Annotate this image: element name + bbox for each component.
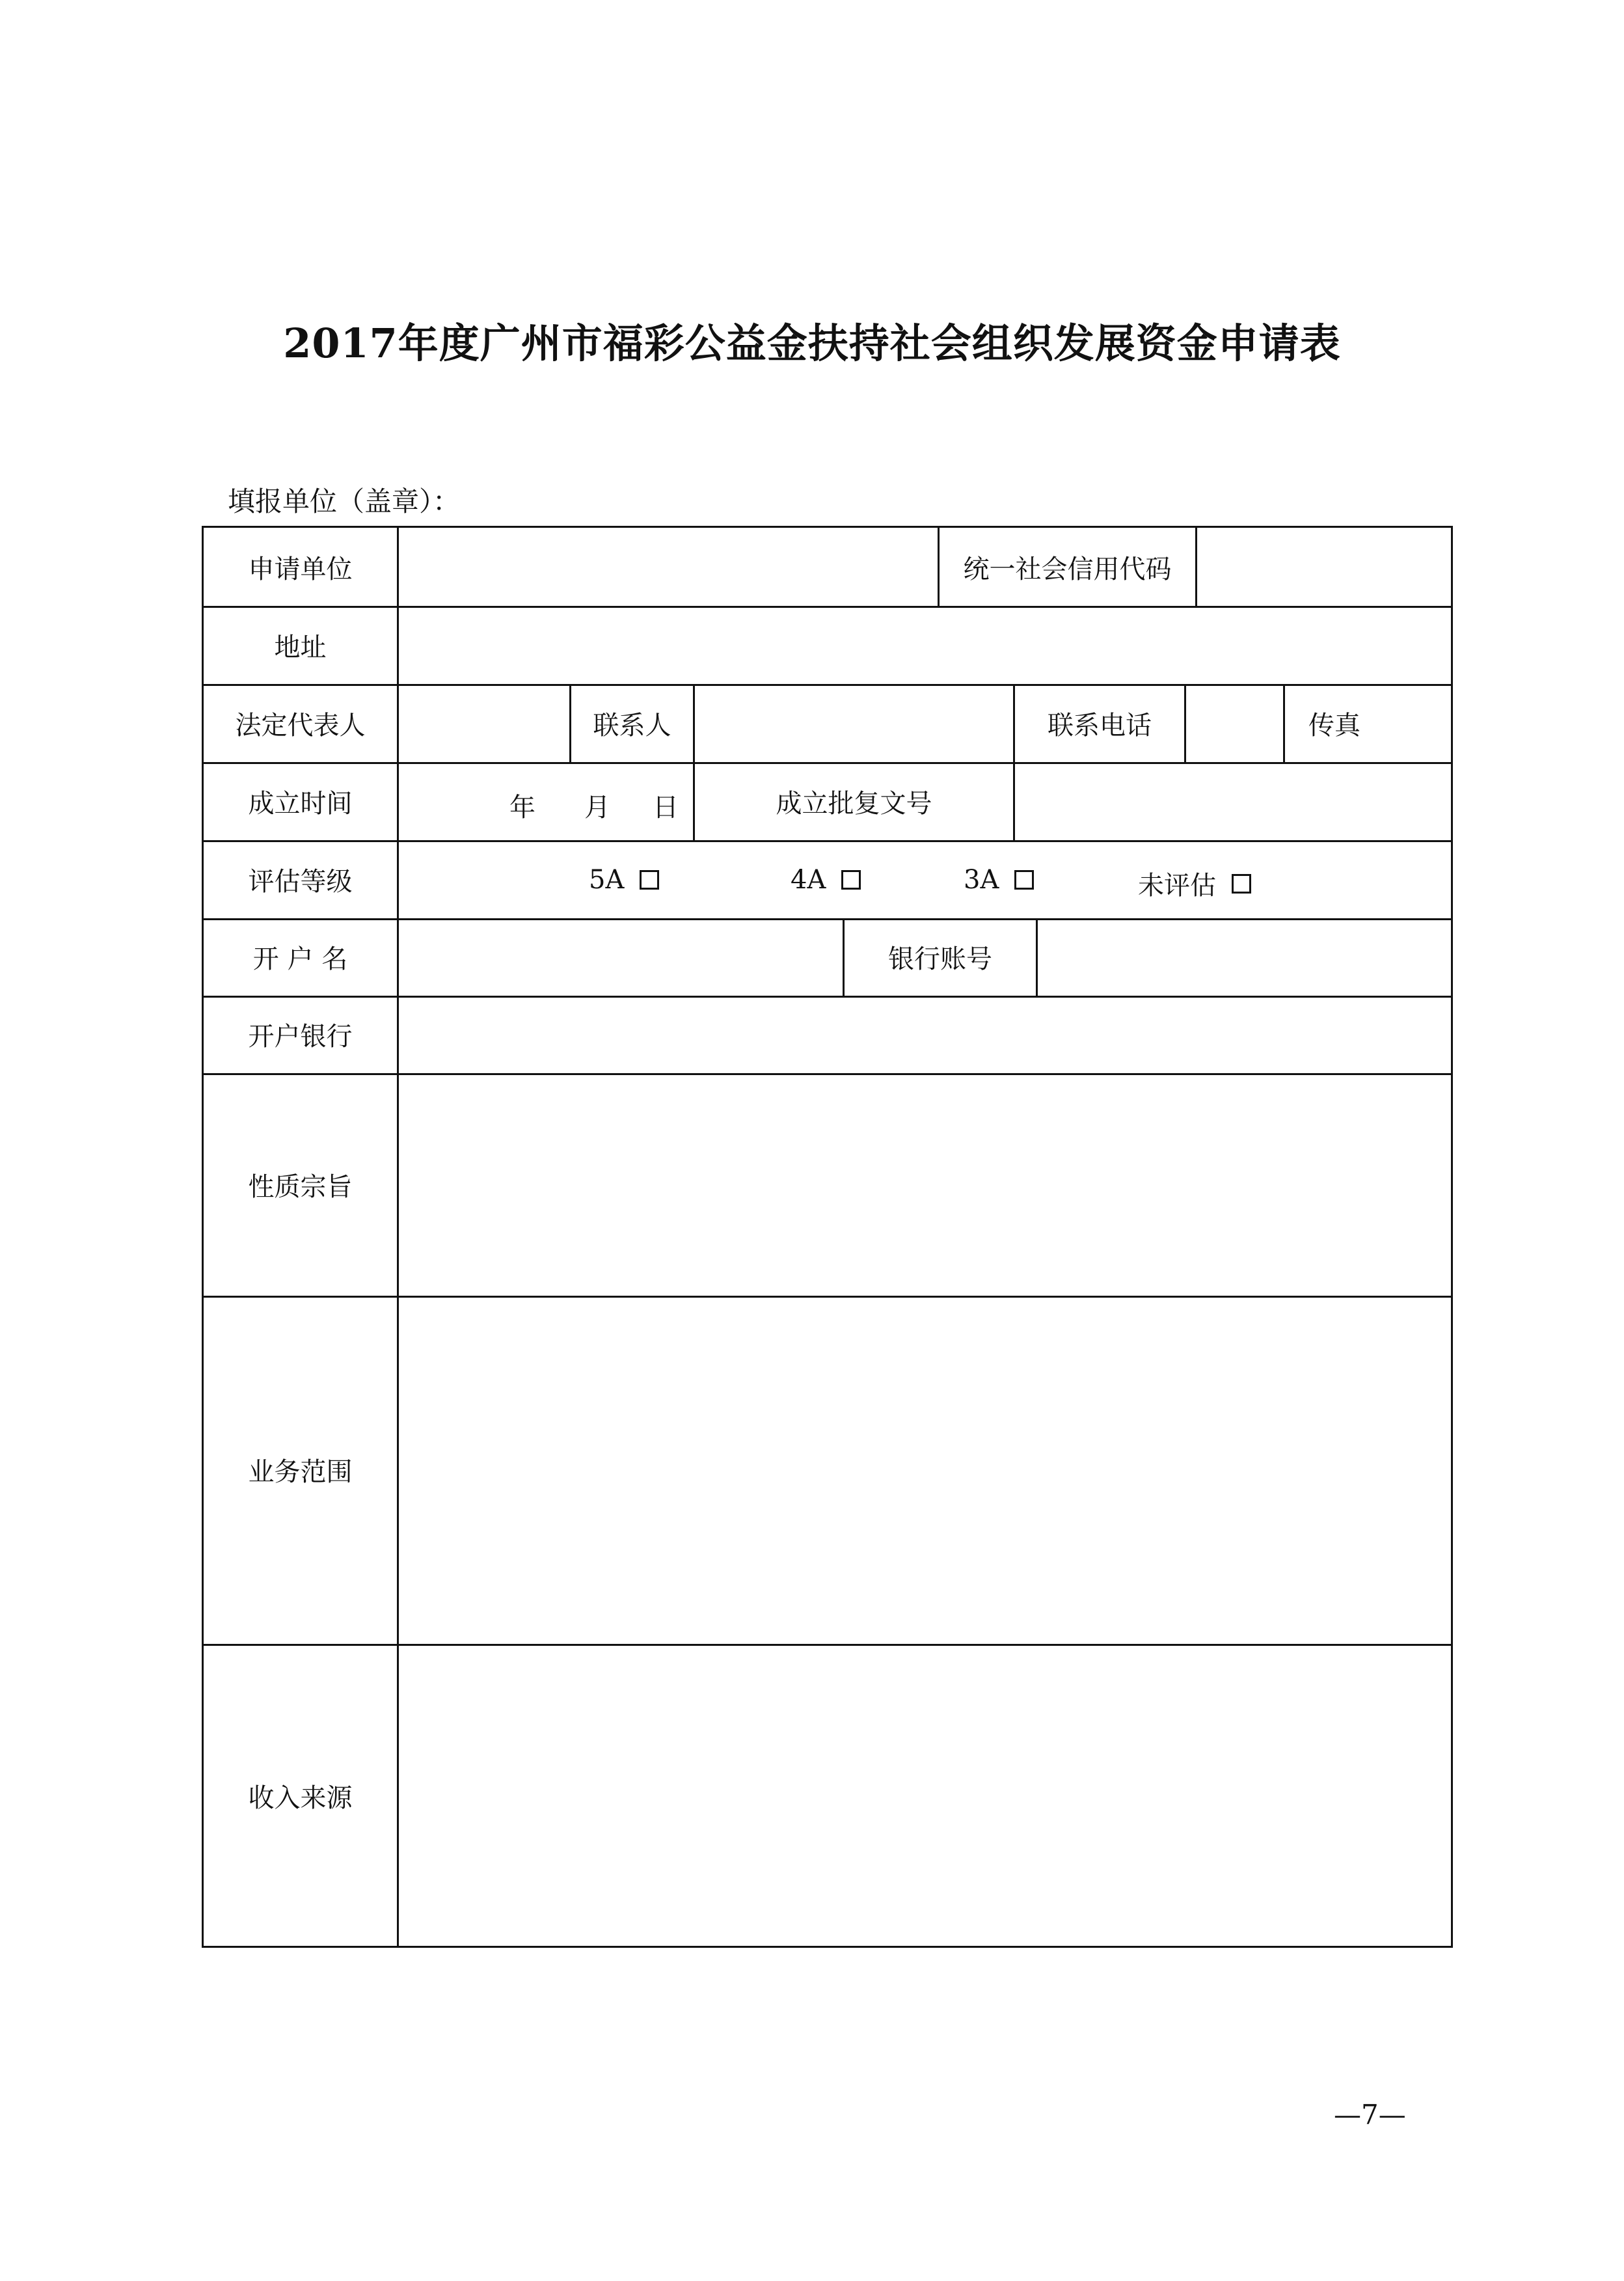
checkbox-icon	[1232, 874, 1251, 894]
rating-option-4a[interactable]: 4A	[791, 865, 861, 895]
founded-label: 成立时间	[248, 788, 353, 819]
income-input[interactable]	[399, 1644, 1453, 1948]
income-label: 收入来源	[248, 1783, 353, 1813]
scope-label: 业务范围	[248, 1457, 353, 1487]
application-form	[202, 526, 1453, 1948]
contact-label: 联系人	[593, 710, 671, 741]
approval-no-label: 成立批复文号	[776, 788, 932, 819]
page-number: —7—	[1334, 2099, 1406, 2131]
page-title: 2017年度广州市福彩公益金扶持社会组织发展资金申请表	[283, 320, 1341, 367]
legal-rep-input[interactable]	[399, 684, 569, 762]
fax-label: 传真	[1308, 710, 1360, 741]
founded-day-suffix: 日	[653, 793, 679, 823]
checkbox-icon	[841, 870, 861, 890]
bank-input[interactable]	[399, 996, 1453, 1073]
phone-label: 联系电话	[1048, 710, 1152, 741]
checkbox-icon	[1014, 870, 1034, 890]
filing-unit-label: 填报单位（盖章）：	[228, 485, 461, 517]
founded-month-suffix: 月	[584, 793, 610, 823]
bank-account-label: 银行账号	[888, 944, 992, 974]
credit-code-input[interactable]	[1197, 528, 1453, 606]
legal-rep-label: 法定代表人	[235, 710, 366, 741]
approval-no-input[interactable]	[1015, 762, 1453, 840]
fax-input[interactable]	[1384, 684, 1453, 762]
rating-label: 评估等级	[248, 866, 353, 897]
account-name-input[interactable]	[399, 918, 843, 996]
scope-input[interactable]	[399, 1296, 1453, 1644]
bank-label: 开户银行	[248, 1022, 353, 1052]
credit-code-label: 统一社会信用代码	[963, 554, 1172, 584]
rating-option-unrated[interactable]: 未评估	[1138, 865, 1251, 902]
nature-input[interactable]	[399, 1073, 1453, 1296]
account-name-label: 开 户 名	[252, 944, 348, 974]
checkbox-icon	[640, 870, 659, 890]
applicant-input[interactable]	[399, 528, 938, 606]
nature-label: 性质宗旨	[248, 1171, 353, 1202]
address-label: 地址	[274, 632, 327, 662]
applicant-label: 申请单位	[248, 554, 353, 584]
bank-account-input[interactable]	[1038, 918, 1453, 996]
phone-input[interactable]	[1186, 684, 1283, 762]
founded-year-suffix: 年	[509, 793, 535, 823]
address-input[interactable]	[399, 606, 1453, 684]
rating-option-5a[interactable]: 5A	[589, 865, 659, 895]
contact-input[interactable]	[695, 684, 1013, 762]
rating-option-3a[interactable]: 3A	[964, 865, 1034, 895]
